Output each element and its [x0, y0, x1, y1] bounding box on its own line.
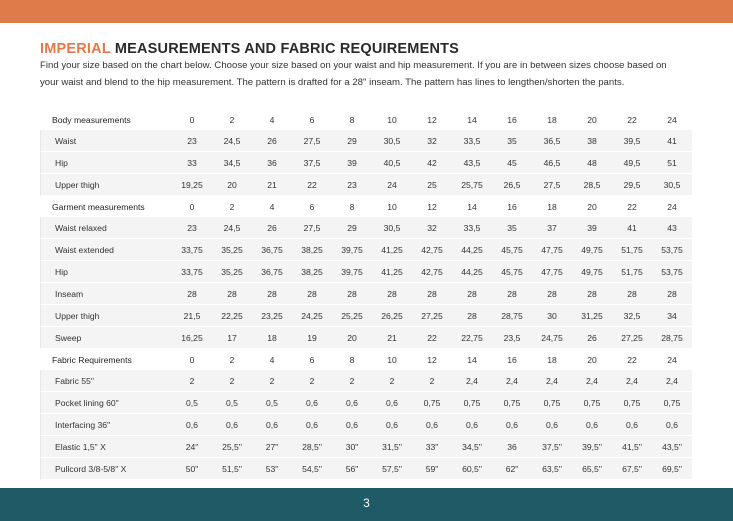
table-cell: 37,5" [532, 436, 572, 458]
table-cell: 21 [252, 174, 292, 196]
size-header-cell: 18 [532, 109, 572, 130]
table-cell: 27,5 [292, 130, 332, 152]
size-header-cell: 22 [612, 196, 652, 217]
size-header-cell: 4 [252, 349, 292, 370]
table-cell: 51,75 [612, 239, 652, 261]
size-header-cell: 4 [252, 109, 292, 130]
row-label: Upper thigh [40, 305, 172, 327]
table-cell: 32,5 [612, 305, 652, 327]
table-cell: 31,5" [372, 436, 412, 458]
table-cell: 45,75 [492, 239, 532, 261]
table-cell: 28 [412, 283, 452, 305]
table-cell: 57,5" [372, 458, 412, 480]
table-cell: 25,5" [212, 436, 252, 458]
table-row [40, 305, 692, 327]
size-header-cell: 18 [532, 349, 572, 370]
table-row [40, 152, 692, 174]
table-cell: 36,5 [532, 130, 572, 152]
table-cell: 36,75 [252, 239, 292, 261]
table-row [40, 392, 692, 414]
table-row [40, 130, 692, 152]
table-cell: 46,5 [532, 152, 572, 174]
table-cell: 42,75 [412, 239, 452, 261]
table-cell: 33,75 [172, 261, 212, 283]
table-cell: 2 [412, 370, 452, 392]
size-header-cell: 4 [252, 196, 292, 217]
table-cell: 28 [612, 283, 652, 305]
size-header-cell: 2 [212, 109, 252, 130]
table-cell: 28,75 [652, 327, 692, 349]
table-cell: 0,6 [332, 392, 372, 414]
table-cell: 28 [252, 283, 292, 305]
table-cell: 2,4 [652, 370, 692, 392]
table-cell: 2 [332, 370, 372, 392]
table-cell: 39,5 [612, 130, 652, 152]
table-cell: 44,25 [452, 239, 492, 261]
table-cell: 29 [332, 217, 372, 239]
table-row [40, 261, 692, 283]
table-cell: 0,6 [292, 392, 332, 414]
size-header-cell: 24 [652, 109, 692, 130]
table-cell: 0,6 [212, 414, 252, 436]
table-cell: 24,5 [212, 130, 252, 152]
table-cell: 2,4 [492, 370, 532, 392]
table-cell: 43 [652, 217, 692, 239]
table-cell: 36 [492, 436, 532, 458]
section-heading: Body measurements [40, 109, 172, 130]
table-cell: 0,6 [532, 414, 572, 436]
size-header-cell: 6 [292, 196, 332, 217]
table-cell: 28 [492, 283, 532, 305]
row-label: Waist [40, 130, 172, 152]
table-cell: 35 [492, 130, 532, 152]
size-header-cell: 14 [452, 196, 492, 217]
row-label: Upper thigh [40, 174, 172, 196]
section-heading: Garment measurements [40, 196, 172, 217]
table-cell: 24 [372, 174, 412, 196]
table-cell: 38 [572, 130, 612, 152]
size-header-cell: 18 [532, 196, 572, 217]
table-cell: 21 [372, 327, 412, 349]
size-header-cell: 16 [492, 349, 532, 370]
table-cell: 0,6 [332, 414, 372, 436]
table-cell: 39,75 [332, 261, 372, 283]
size-header-cell: 12 [412, 349, 452, 370]
table-cell: 16,25 [172, 327, 212, 349]
row-label: Waist extended [40, 239, 172, 261]
table-cell: 26,25 [372, 305, 412, 327]
table-cell: 24,5 [212, 217, 252, 239]
table-cell: 41,5" [612, 436, 652, 458]
row-label: Hip [40, 152, 172, 174]
table-cell: 0,5 [172, 392, 212, 414]
table-cell: 53" [252, 458, 292, 480]
table-cell: 27" [252, 436, 292, 458]
size-header-cell: 10 [372, 196, 412, 217]
size-header-cell: 20 [572, 109, 612, 130]
table-cell: 41,25 [372, 239, 412, 261]
table-cell: 44,25 [452, 261, 492, 283]
table-cell: 28 [172, 283, 212, 305]
title-accent-word: IMPERIAL [40, 41, 111, 57]
table-cell: 34,5" [452, 436, 492, 458]
table-cell: 31,25 [572, 305, 612, 327]
size-header-cell: 16 [492, 109, 532, 130]
size-header-cell: 2 [212, 196, 252, 217]
size-chart-table [40, 109, 692, 480]
table-cell: 2,4 [452, 370, 492, 392]
table-cell: 33,75 [172, 239, 212, 261]
table-cell: 24,75 [532, 327, 572, 349]
table-cell: 2,4 [532, 370, 572, 392]
section-header-row [40, 109, 692, 130]
table-row [40, 458, 692, 480]
table-cell: 0,6 [572, 414, 612, 436]
size-header-cell: 8 [332, 196, 372, 217]
table-cell: 2 [172, 370, 212, 392]
table-cell: 33 [172, 152, 212, 174]
table-cell: 0,5 [212, 392, 252, 414]
row-label: Hip [40, 261, 172, 283]
table-cell: 0,6 [412, 414, 452, 436]
row-label: Pocket lining 60" [40, 392, 172, 414]
table-cell: 24,25 [292, 305, 332, 327]
table-cell: 20 [332, 327, 372, 349]
table-cell: 27,25 [612, 327, 652, 349]
table-cell: 2 [292, 370, 332, 392]
table-cell: 39 [332, 152, 372, 174]
table-cell: 0,6 [252, 414, 292, 436]
table-cell: 37 [532, 217, 572, 239]
table-cell: 47,75 [532, 261, 572, 283]
table-cell: 35,25 [212, 239, 252, 261]
table-cell: 28 [532, 283, 572, 305]
table-cell: 43,5 [452, 152, 492, 174]
table-cell: 54,5" [292, 458, 332, 480]
table-cell: 51,5" [212, 458, 252, 480]
table-cell: 28 [572, 283, 612, 305]
size-header-cell: 16 [492, 196, 532, 217]
table-cell: 20 [212, 174, 252, 196]
table-cell: 60,5" [452, 458, 492, 480]
table-cell: 41 [612, 217, 652, 239]
table-cell: 28 [372, 283, 412, 305]
table-cell: 65,5" [572, 458, 612, 480]
table-cell: 26 [252, 217, 292, 239]
table-cell: 35,25 [212, 261, 252, 283]
table-cell: 22,25 [212, 305, 252, 327]
table-cell: 49,5 [612, 152, 652, 174]
table-cell: 45 [492, 152, 532, 174]
size-header-cell: 0 [172, 109, 212, 130]
table-cell: 59" [412, 458, 452, 480]
table-cell: 28 [212, 283, 252, 305]
page-number: 3 [363, 496, 370, 510]
table-cell: 23 [332, 174, 372, 196]
table-cell: 0,6 [372, 414, 412, 436]
table-cell: 0,75 [452, 392, 492, 414]
table-cell: 35 [492, 217, 532, 239]
table-cell: 27,5 [532, 174, 572, 196]
table-row [40, 174, 692, 196]
size-header-cell: 20 [572, 349, 612, 370]
size-chart-body [40, 109, 692, 480]
table-cell: 18 [252, 327, 292, 349]
table-cell: 40,5 [372, 152, 412, 174]
table-cell: 53,75 [652, 261, 692, 283]
table-cell: 0,6 [372, 392, 412, 414]
table-cell: 25 [412, 174, 452, 196]
size-header-cell: 14 [452, 109, 492, 130]
table-cell: 39 [572, 217, 612, 239]
table-cell: 19 [292, 327, 332, 349]
table-row [40, 327, 692, 349]
intro-paragraph: Find your size based on the chart below. Choose your size based on your waist and hip measurement. If you are in between sizes choose based on your waist and blend to the hip measurement. The pattern is drafted for a 28" inseam. The pattern has lines to lengthen/shorten the pants. [40, 60, 667, 88]
table-cell: 27,25 [412, 305, 452, 327]
size-header-cell: 20 [572, 196, 612, 217]
table-cell: 22 [412, 327, 452, 349]
table-cell: 0,6 [292, 414, 332, 436]
table-row [40, 436, 692, 458]
table-cell: 45,75 [492, 261, 532, 283]
table-cell: 63,5" [532, 458, 572, 480]
table-cell: 37,5 [292, 152, 332, 174]
table-cell: 51,75 [612, 261, 652, 283]
size-header-cell: 10 [372, 109, 412, 130]
table-cell: 36 [252, 152, 292, 174]
table-cell: 23,25 [252, 305, 292, 327]
row-label: Fabric 55" [40, 370, 172, 392]
table-cell: 22,75 [452, 327, 492, 349]
table-cell: 41 [652, 130, 692, 152]
row-label: Waist relaxed [40, 217, 172, 239]
table-cell: 48 [572, 152, 612, 174]
table-cell: 0,6 [492, 414, 532, 436]
row-label: Elastic 1,5" X [40, 436, 172, 458]
table-cell: 28 [452, 283, 492, 305]
size-header-cell: 2 [212, 349, 252, 370]
table-cell: 0,6 [172, 414, 212, 436]
table-cell: 34,5 [212, 152, 252, 174]
row-label: Inseam [40, 283, 172, 305]
size-header-cell: 24 [652, 349, 692, 370]
table-cell: 21,5 [172, 305, 212, 327]
table-cell: 42,75 [412, 261, 452, 283]
size-header-cell: 14 [452, 349, 492, 370]
table-cell: 32 [412, 217, 452, 239]
table-row [40, 283, 692, 305]
table-cell: 17 [212, 327, 252, 349]
row-label: Interfacing 36" [40, 414, 172, 436]
row-label: Sweep [40, 327, 172, 349]
table-cell: 30,5 [372, 130, 412, 152]
size-header-cell: 8 [332, 109, 372, 130]
size-header-cell: 0 [172, 196, 212, 217]
size-header-cell: 8 [332, 349, 372, 370]
table-cell: 53,75 [652, 239, 692, 261]
size-header-cell: 24 [652, 196, 692, 217]
table-cell: 28,75 [492, 305, 532, 327]
size-header-cell: 6 [292, 109, 332, 130]
table-row [40, 217, 692, 239]
table-cell: 39,75 [332, 239, 372, 261]
table-cell: 22 [292, 174, 332, 196]
section-heading: Fabric Requirements [40, 349, 172, 370]
table-cell: 0,6 [452, 414, 492, 436]
size-header-cell: 22 [612, 109, 652, 130]
table-cell: 38,25 [292, 261, 332, 283]
table-cell: 2 [372, 370, 412, 392]
table-cell: 38,25 [292, 239, 332, 261]
table-cell: 30 [532, 305, 572, 327]
table-cell: 0,5 [252, 392, 292, 414]
table-cell: 34 [652, 305, 692, 327]
table-cell: 49,75 [572, 239, 612, 261]
table-cell: 28 [452, 305, 492, 327]
page-title [40, 41, 459, 57]
table-cell: 27,5 [292, 217, 332, 239]
size-header-cell: 10 [372, 349, 412, 370]
table-cell: 25,75 [452, 174, 492, 196]
table-cell: 56" [332, 458, 372, 480]
size-header-cell: 6 [292, 349, 332, 370]
table-cell: 29 [332, 130, 372, 152]
table-row [40, 370, 692, 392]
table-cell: 39,5" [572, 436, 612, 458]
table-cell: 25,25 [332, 305, 372, 327]
table-cell: 30,5 [372, 217, 412, 239]
table-cell: 30,5 [652, 174, 692, 196]
table-row [40, 414, 692, 436]
table-cell: 2 [252, 370, 292, 392]
table-cell: 0,6 [652, 414, 692, 436]
table-row [40, 239, 692, 261]
table-cell: 28 [652, 283, 692, 305]
size-header-cell: 22 [612, 349, 652, 370]
table-cell: 0,75 [572, 392, 612, 414]
table-cell: 19,25 [172, 174, 212, 196]
table-cell: 41,25 [372, 261, 412, 283]
table-cell: 0,75 [612, 392, 652, 414]
title-rest: MEASUREMENTS AND FABRIC REQUIREMENTS [110, 41, 460, 57]
table-cell: 47,75 [532, 239, 572, 261]
table-cell: 32 [412, 130, 452, 152]
table-cell: 36,75 [252, 261, 292, 283]
table-cell: 2,4 [572, 370, 612, 392]
table-cell: 62" [492, 458, 532, 480]
table-cell: 23,5 [492, 327, 532, 349]
table-cell: 0,75 [492, 392, 532, 414]
table-cell: 29,5 [612, 174, 652, 196]
table-cell: 26 [252, 130, 292, 152]
table-cell: 30" [332, 436, 372, 458]
table-cell: 49,75 [572, 261, 612, 283]
table-cell: 2,4 [612, 370, 652, 392]
table-cell: 42 [412, 152, 452, 174]
table-cell: 50" [172, 458, 212, 480]
row-label: Pullcord 3/8-5/8" X [40, 458, 172, 480]
section-header-row [40, 196, 692, 217]
size-header-cell: 12 [412, 196, 452, 217]
table-cell: 24" [172, 436, 212, 458]
table-cell: 23 [172, 130, 212, 152]
table-cell: 0,75 [412, 392, 452, 414]
table-cell: 28 [292, 283, 332, 305]
table-cell: 23 [172, 217, 212, 239]
table-cell: 33" [412, 436, 452, 458]
table-cell: 33,5 [452, 130, 492, 152]
table-cell: 28,5 [572, 174, 612, 196]
table-cell: 0,75 [532, 392, 572, 414]
table-cell: 33,5 [452, 217, 492, 239]
size-header-cell: 0 [172, 349, 212, 370]
header-color-band [0, 0, 733, 23]
table-cell: 0,6 [612, 414, 652, 436]
table-cell: 0,75 [652, 392, 692, 414]
table-cell: 67,5" [612, 458, 652, 480]
table-cell: 28 [332, 283, 372, 305]
table-cell: 43,5" [652, 436, 692, 458]
table-cell: 26,5 [492, 174, 532, 196]
section-header-row [40, 349, 692, 370]
table-cell: 69,5" [652, 458, 692, 480]
size-header-cell: 12 [412, 109, 452, 130]
table-cell: 51 [652, 152, 692, 174]
table-cell: 2 [212, 370, 252, 392]
table-cell: 28,5" [292, 436, 332, 458]
table-cell: 26 [572, 327, 612, 349]
